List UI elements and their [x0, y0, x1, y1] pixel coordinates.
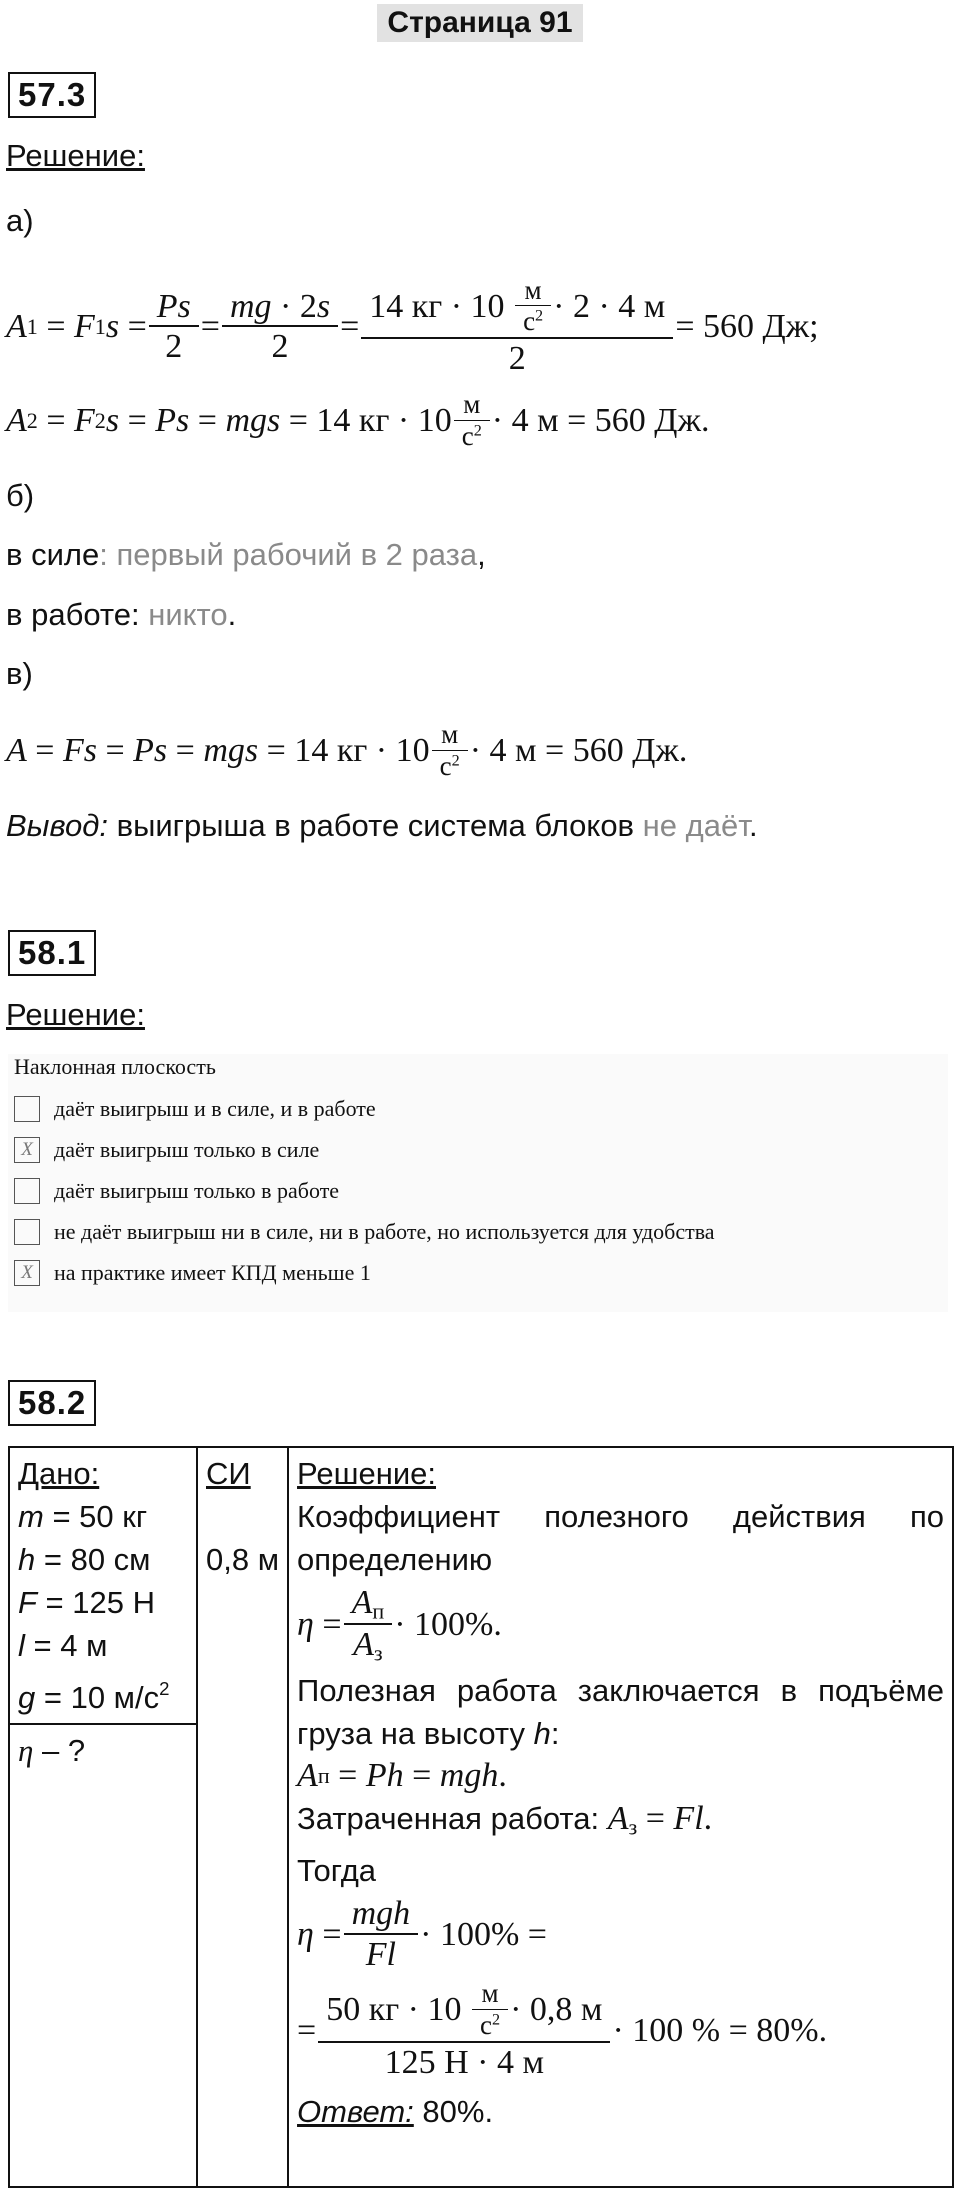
conclusion-line — [6, 808, 758, 844]
checkbox-list-heading: Наклонная плоскость — [14, 1054, 216, 1079]
formula-useful-work: A п = Ph = mgh . — [297, 1757, 507, 1794]
solution-table — [8, 1446, 954, 2188]
answer-value: 80%. — [422, 2093, 494, 2129]
work-suffix: . — [227, 597, 237, 632]
formula-a1: A 1 = F 1 s = $\frac{Ps}{2}$ = $\frac{mg \cdot 2s}{2}$ = 14 кг · 10 $\frac{м}{с^2}$ · 2 · 4 м 2 = 560 Дж; — [6, 274, 819, 378]
checkbox-option-3[interactable] — [14, 1178, 339, 1204]
given-g: g = 10 $м/с^2$ — [18, 1678, 170, 1716]
part-b-label: б) — [6, 478, 35, 513]
checkbox-option-label: не даёт выигрыш ни в силе, ни в работе, но используется для удобства — [54, 1219, 715, 1244]
checkbox[interactable]: X — [14, 1137, 40, 1163]
formula-eta-def: η = $\frac{A_п}{A_з}$ · 100%. — [297, 1583, 502, 1666]
work-prefix: в работе: — [6, 597, 149, 632]
page-title-wrap — [0, 4, 960, 42]
formula-a: A = Fs = Ps = mgs = 14 кг · 10 $\frac{м}{с^2}$ · 4 м = 560 Дж. — [6, 719, 688, 781]
solution-text-3: Полезная работа заключается в подъёме — [297, 1673, 944, 1708]
solution-text-6: Тогда — [297, 1852, 377, 1888]
find-line: η – ? — [18, 1733, 86, 1769]
checkbox-option-label: на практике имеет КПД меньше 1 — [54, 1260, 371, 1285]
solution-text-1: Коэффициент полезного действия по — [297, 1499, 944, 1534]
page-title: Страница 91 — [377, 4, 582, 42]
checkbox[interactable] — [14, 1178, 40, 1204]
solution-cell — [288, 1447, 953, 2187]
given-f: F = 125 Н — [18, 1585, 155, 1620]
checkbox-option-2[interactable] — [14, 1137, 319, 1163]
conclusion-end: . — [748, 808, 758, 843]
formula-a2: A 2 = F 2 s = Ps = mgs = 14 кг · 10 $\frac{м}{с^2}$ · 4 м = 560 Дж. — [6, 389, 710, 451]
answer-label: Ответ: — [297, 2093, 414, 2129]
solution-label-58-1: Решение: — [6, 997, 145, 1032]
force-prefix: в силе — [6, 537, 100, 572]
checkbox-option-label: даёт выигрыш только в работе — [54, 1178, 340, 1203]
solution-label-57-3: Решение: — [6, 138, 145, 173]
force-answer-line — [6, 537, 486, 573]
solution-header: Решение: — [297, 1456, 436, 1491]
formula-eta-numeric: = 50 кг · 10 $\frac{м}{с^2}$ · 0,8 м 125 Н · 4 м · 100 % = 80%. — [297, 1978, 828, 2081]
conclusion-text: выигрыша в работе система блоков — [107, 808, 643, 843]
conclusion-answer: не даёт — [642, 808, 749, 843]
force-suffix: , — [477, 537, 486, 572]
checkbox-list — [8, 1054, 948, 1312]
checkbox[interactable]: X — [14, 1260, 40, 1286]
work-answer: никто — [148, 597, 228, 632]
given-header: Дано: — [18, 1456, 100, 1491]
find-cell — [9, 1724, 197, 2187]
solution-text-4: груза на высоту — [297, 1716, 525, 1751]
solution-text-4-line: груза на высоту h: — [297, 1716, 560, 1751]
solution-text-5-line: Затраченная работа: $A_з = Fl$. — [297, 1800, 713, 1840]
checkbox-option-4[interactable] — [14, 1219, 715, 1245]
part-a-label: а) — [6, 203, 34, 238]
checkbox-option-label: даёт выигрыш и в силе, и в работе — [54, 1096, 376, 1121]
si-header: СИ — [206, 1456, 251, 1491]
formula-eta-expanded: η = $\frac{\text{mgh}}{Fl}$ · 100% = — [297, 1895, 547, 1973]
checkbox[interactable] — [14, 1096, 40, 1122]
si-cell — [197, 1447, 288, 2187]
given-cell — [9, 1447, 197, 1724]
find-text: – ? — [42, 1733, 86, 1769]
solution-text-5: Затраченная работа: — [297, 1801, 600, 1836]
checkbox-option-label: даёт выигрыш только в силе — [54, 1137, 320, 1162]
given-h: h = 80 см — [18, 1542, 151, 1577]
work-answer-line — [6, 597, 236, 633]
solution-text-2: определению — [297, 1542, 493, 1577]
given-l: l = 4 м — [18, 1628, 108, 1663]
answer-line — [297, 2090, 944, 2133]
problem-number-57-3: 57.3 — [8, 72, 96, 118]
problem-number-58-2: 58.2 — [8, 1380, 96, 1426]
problem-number-58-1: 58.1 — [8, 930, 96, 976]
si-value: 0,8 м — [206, 1542, 280, 1577]
checkbox[interactable] — [14, 1219, 40, 1245]
force-answer: : первый рабочий в 2 раза — [99, 537, 478, 572]
conclusion-label: Вывод: — [6, 808, 108, 843]
checkbox-option-5[interactable] — [14, 1260, 371, 1286]
given-m: m = 50 кг — [18, 1499, 148, 1534]
part-v-label: в) — [6, 656, 33, 691]
checkbox-option-1[interactable] — [14, 1096, 376, 1122]
